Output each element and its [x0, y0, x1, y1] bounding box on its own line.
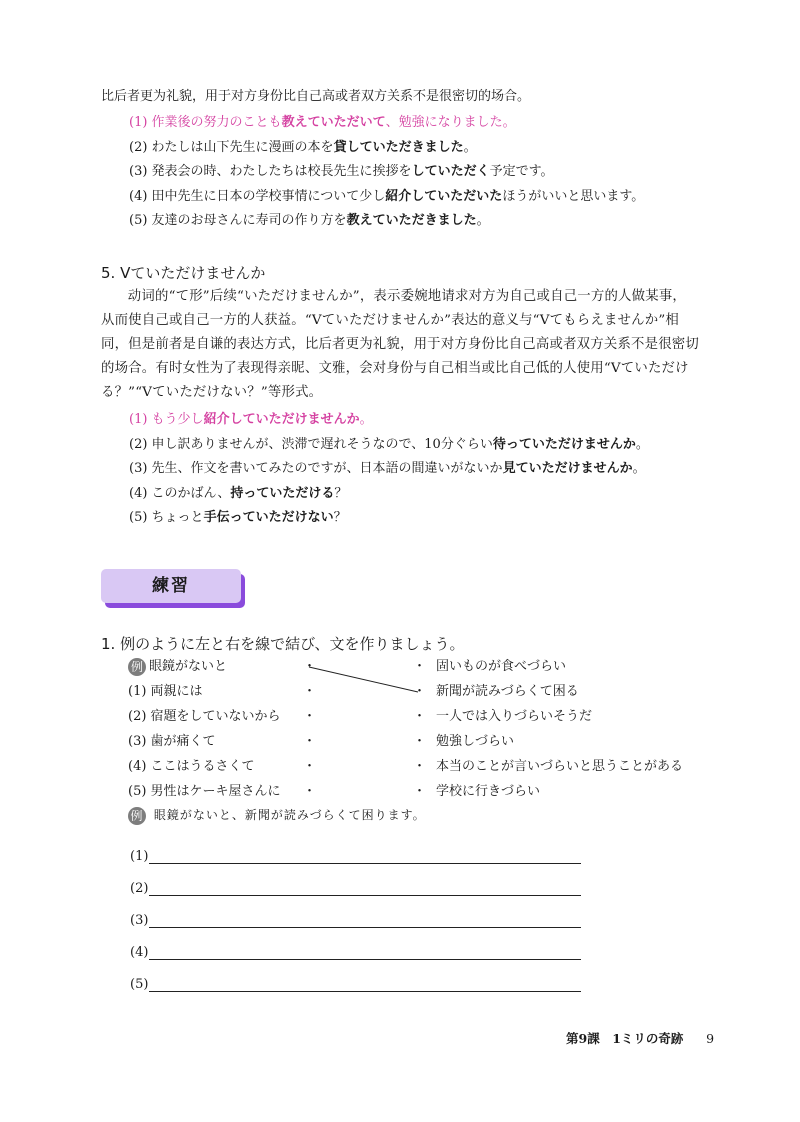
example-text: 友達のお母さんに寿司の作り方を — [151, 213, 347, 228]
left-dot: ・ — [303, 709, 317, 724]
right-item: 固いものが食べづらい — [436, 659, 567, 674]
answer-number: (1) — [130, 849, 149, 864]
section-body — [101, 285, 711, 405]
right-item: 勉強しづらい — [436, 734, 515, 749]
example-number: (5) — [129, 213, 152, 228]
example-badge: 例 — [128, 658, 146, 676]
right-dot: ・ — [413, 684, 427, 699]
left-item-text: (3) 歯が痛くて — [128, 734, 216, 749]
answer-blank-line[interactable] — [149, 879, 581, 896]
left-dot: ・ — [303, 759, 317, 774]
example-bold-phrase: 教えていただきました — [346, 213, 477, 228]
example-number: (4) — [129, 188, 152, 204]
answer-blank-line[interactable] — [149, 847, 581, 864]
example-text: 。 — [635, 436, 649, 452]
matching-exercise — [128, 657, 728, 807]
right-item: 新聞が読みづらくて困る — [436, 684, 579, 699]
right-dot: ・ — [413, 784, 427, 799]
example-sentence — [129, 408, 649, 433]
example-bold-phrase: 持っていただける — [230, 485, 335, 501]
example-number: (5) — [129, 510, 152, 525]
section-body-line: る？”“Vていただけない？”等形式。 — [101, 385, 323, 400]
example-text: 。 — [359, 412, 373, 427]
page-number: 9 — [706, 1031, 715, 1046]
example-bold-phrase: 待っていただけませんか — [492, 436, 636, 452]
example-number: (4) — [129, 485, 152, 501]
left-item — [128, 707, 281, 727]
answer-row — [130, 864, 581, 896]
example-text: 。 — [476, 213, 490, 228]
example-bold-phrase: 紹介していただいた — [385, 188, 503, 204]
example-bold-phrase: 見ていただけませんか — [502, 461, 633, 476]
right-dot: ・ — [413, 659, 427, 674]
answer-number: (5) — [130, 977, 149, 992]
left-item-text: 眼鏡がないと — [149, 659, 228, 674]
left-item — [128, 782, 281, 802]
example-bold-phrase: 教えていただいて — [281, 115, 386, 130]
paragraph-continuation: 比后者更为礼貌，用于对方身份比自己高或者双方关系不是很密切的场合。 — [101, 89, 531, 104]
answer-number: (4) — [130, 945, 149, 960]
example-text: 、勉強になりました。 — [385, 115, 516, 130]
left-item-text: (1) 両親には — [128, 684, 203, 699]
example-text: 。 — [463, 139, 477, 155]
right-item: 本当のことが言いづらいと思うことがある — [436, 759, 684, 774]
example-number: (2) — [129, 139, 152, 155]
example-text: 田中先生に日本の学校事情について少し — [151, 188, 386, 204]
left-dot: ・ — [303, 734, 317, 749]
answer-number: (2) — [130, 881, 149, 896]
left-item — [128, 732, 216, 752]
answer-blank-line[interactable] — [149, 911, 581, 928]
example-text: ちょっと — [151, 510, 204, 525]
example-text: 申し訳ありませんが、渋滞で遅れそうなので、10分ぐらい — [151, 436, 493, 452]
example-answer-text: 眼鏡がないと、新聞が読みづらくて困ります。 — [153, 808, 426, 822]
example-text: 予定です。 — [489, 164, 554, 179]
right-dot: ・ — [413, 709, 427, 724]
example-bold-phrase: 紹介していただけませんか — [203, 412, 360, 427]
answer-lines — [130, 832, 581, 992]
example-number: (1) — [129, 115, 152, 130]
right-item: 学校に行きづらい — [436, 784, 541, 799]
practice-label: 練習 — [152, 576, 190, 596]
example-text: ほうがいいと思います。 — [502, 188, 645, 204]
example-sentence — [129, 136, 644, 161]
example-text: このかばん、 — [151, 485, 231, 501]
section-heading: 5. Vていただけませんか — [101, 264, 266, 282]
example-list-a — [129, 111, 644, 234]
example-sentence — [129, 185, 644, 210]
example-answer — [128, 805, 426, 825]
answer-row — [130, 896, 581, 928]
section-body-line: 同，但是前者是自谦的表达方式，比后者更为礼貌，用于对方身份比自己高或者双方关系不是很密切 — [101, 337, 699, 352]
example-text: ？ — [334, 485, 348, 501]
example-text: 。 — [632, 461, 646, 476]
example-badge: 例 — [128, 807, 146, 825]
left-dot: ・ — [303, 684, 317, 699]
left-dot: ・ — [303, 784, 317, 799]
right-dot: ・ — [413, 734, 427, 749]
example-number: (2) — [129, 436, 152, 452]
left-dot: ・ — [303, 659, 317, 674]
example-text: ？ — [333, 510, 347, 525]
lesson-title: 第9課 1ミリの奇跡 — [566, 1031, 684, 1046]
answer-row — [130, 960, 581, 992]
left-item-text: (4) ここはうるさくて — [128, 759, 255, 774]
exercise-title: 1. 例のように左と右を線で結び、文を作りましょう。 — [101, 635, 465, 653]
right-dot: ・ — [413, 759, 427, 774]
example-bold-phrase: していただく — [411, 164, 490, 179]
example-number: (1) — [129, 412, 152, 427]
example-text: わたしは山下先生に漫画の本を — [151, 139, 334, 155]
example-text: 発表会の時、わたしたちは校長先生に挨拶を — [151, 164, 412, 179]
example-sentence — [129, 160, 644, 185]
section-body-line: 动词的“て形”后续“いただけませんか”，表示委婉地请求对方为自己或自己一方的人做某事， — [127, 289, 687, 304]
example-bold-phrase: 貸していただきました — [333, 139, 464, 155]
example-number: (3) — [129, 164, 152, 179]
answer-blank-line[interactable] — [149, 943, 581, 960]
answer-row — [130, 928, 581, 960]
page-footer — [566, 1029, 714, 1047]
section-body-line: 从而使自己或自己一方的人获益。“Vていただけませんか”表达的意义与“Vてもらえませんか”相 — [101, 313, 679, 328]
right-item: 一人では入りづらいそうだ — [436, 709, 593, 724]
answer-row — [130, 832, 581, 864]
example-sentence — [129, 111, 644, 136]
answer-number: (3) — [130, 913, 149, 928]
left-item-text: (5) 男性はケーキ屋さんに — [128, 784, 281, 799]
section-body-line: 的场合。有时女性为了表现得亲昵、文雅，会对身份与自己相当或比自己低的人使用“Vていただけ — [101, 361, 689, 376]
left-item — [128, 757, 255, 777]
example-sentence — [129, 506, 649, 531]
example-left-item — [128, 657, 227, 677]
example-text: 先生、作文を書いてみたのですが、日本語の間違いがないか — [151, 461, 503, 476]
example-text: もう少し — [151, 412, 204, 427]
example-sentence — [129, 482, 649, 507]
example-number: (3) — [129, 461, 152, 476]
example-bold-phrase: 手伝っていただけない — [203, 510, 334, 525]
example-text: 作業後の努力のことも — [151, 115, 282, 130]
left-item — [128, 682, 203, 702]
answer-blank-line[interactable] — [149, 975, 581, 992]
example-sentence — [129, 209, 644, 234]
practice-label-box — [101, 569, 241, 603]
example-sentence — [129, 433, 649, 458]
left-item-text: (2) 宿題をしていないから — [128, 709, 281, 724]
example-sentence — [129, 457, 649, 482]
example-list-b — [129, 408, 649, 531]
